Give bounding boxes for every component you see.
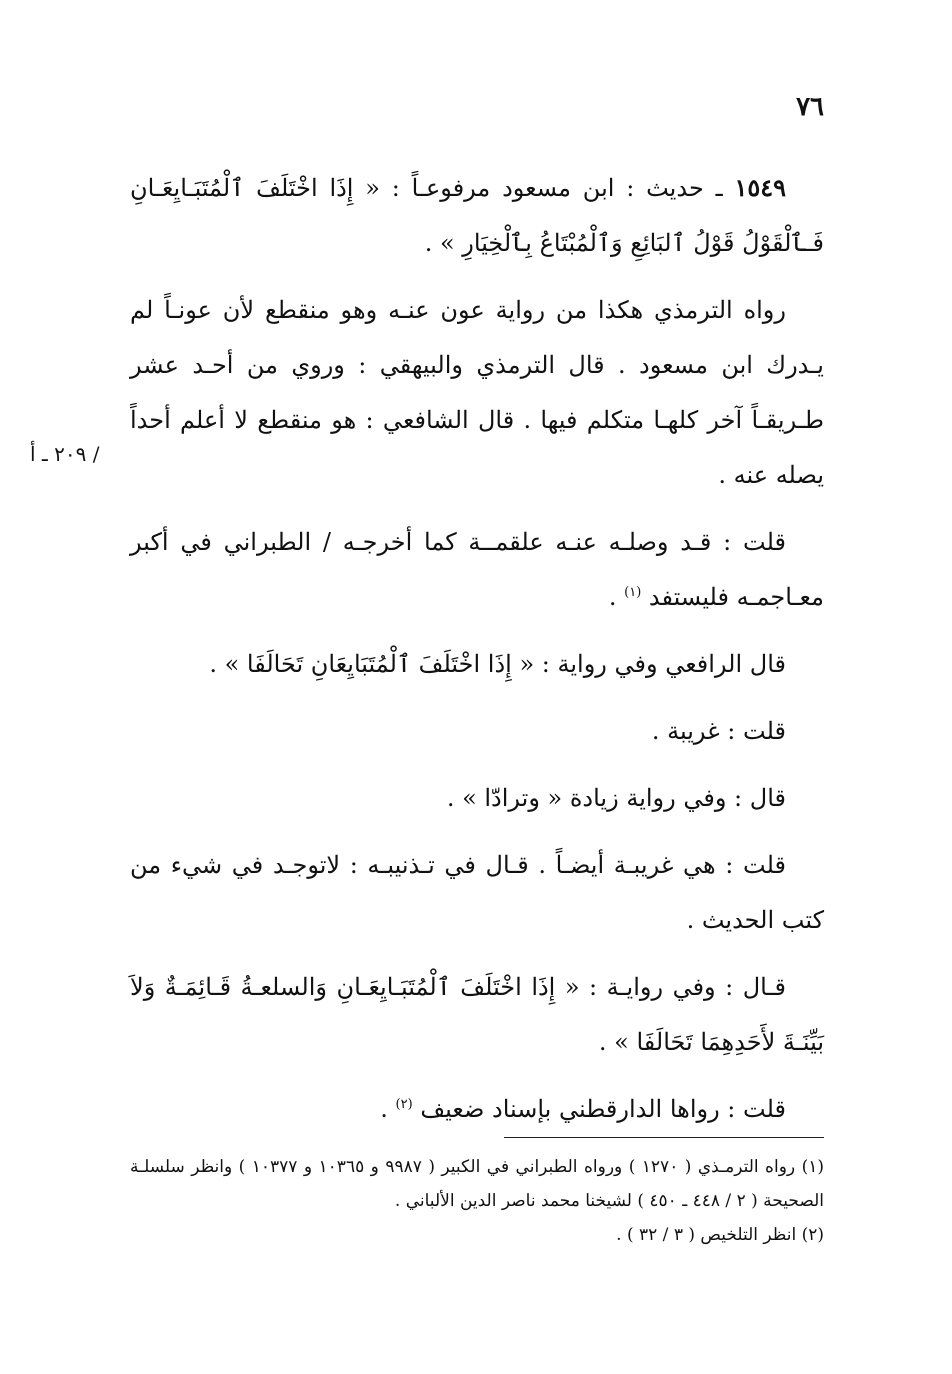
footnote-ref-2[interactable]: (٢) <box>395 1097 413 1112</box>
footnote-2: (٢) انظر التلخيص ( ٣ / ٣٢ ) . <box>616 1225 824 1245</box>
paragraph-qultu-gharibah: قلت : غريبة . <box>651 717 786 745</box>
footnote-1: (١) رواه الترمـذي ( ١٢٧٠ ) ورواه الطبراني في الكبير ( ٩٩٨٧ و ١٠٣٦٥ و ١٠٣٧٧ ) وانظر سلسلـة الصحيحة ( ٢ / ٤٤٨ ـ ٤٥٠ ) لشيخنا محمد ناصر الدين الألباني . <box>130 1157 824 1211</box>
paragraph-qultu-1-text: قلت : قـد وصلـه عنـه علقمــة كما أخرجـه / الطبراني في أكبر معـاجمـه فليستفد <box>130 528 824 611</box>
period: . <box>608 583 625 611</box>
hadith-text: ـ حديث : ابن مسعود مرفوعـاً : « إِذَا اخْتَلَفَ ٱلْمُتَبَـايِعَـانِ فَـٱلْقَوْلُ قَوْلُ ٱلبَائِعِ وَٱلْمُبْتَاعُ بِٱلْخِيَارِ » . <box>130 174 824 257</box>
period: . <box>380 1095 396 1123</box>
paragraph-qultu-1 <box>130 515 824 625</box>
footnotes <box>130 1150 824 1252</box>
paragraph-ziyadah: قال : وفي رواية زيادة « وترادّا » . <box>446 784 786 812</box>
hadith-paragraph <box>130 160 824 271</box>
paragraph-daraqutni <box>130 1082 824 1137</box>
paragraph-tirmidhi: رواه الترمذي هكذا من رواية عون عنـه وهو منقطع لأن عونـاً لم يـدرك ابن مسعود . قال الترمذي والبيهقي : وروي من أحـد عشر طـريقـاً آخر كلهـا متكلم فيها . قال الشافعي : هو منقطع لا أعلم أحداً يصله عنه . <box>130 296 824 489</box>
paragraph-rafii: قال الرافعي وفي رواية : « إِذَا اخْتَلَفَ ٱلْمُتَبَايِعَانِ تَحَالَفَا » . <box>209 650 786 678</box>
paragraph-qultu-tadhnib: قلت : هي غريبـة أيضـاً . قـال في تـذنيبـه : لاتوجـد في شيء من كتب الحديث . <box>130 851 824 934</box>
footnote-separator <box>504 1137 824 1138</box>
footnote-ref-1[interactable]: (١) <box>624 585 642 600</box>
main-text <box>130 160 824 1149</box>
hadith-number: ١٥٤٩ <box>734 173 786 202</box>
page-number: ٧٦ <box>796 92 824 122</box>
paragraph-riwayah: قـال : وفي روايـة : « إِذَا اخْتَلَفَ ٱلْمُتَبَـايِعَـانِ وَالسلعـةُ قَـائِمَـةٌ وَلاَ بَيِّنَـةَ لأَحَدِهِمَا تَحَالَفَا » . <box>130 973 824 1056</box>
manuscript-folio-note: / ٢٠٩ ـ أ <box>30 442 100 466</box>
paragraph-daraqutni-text: قلت : رواها الدارقطني بإسناد ضعيف <box>420 1095 786 1123</box>
